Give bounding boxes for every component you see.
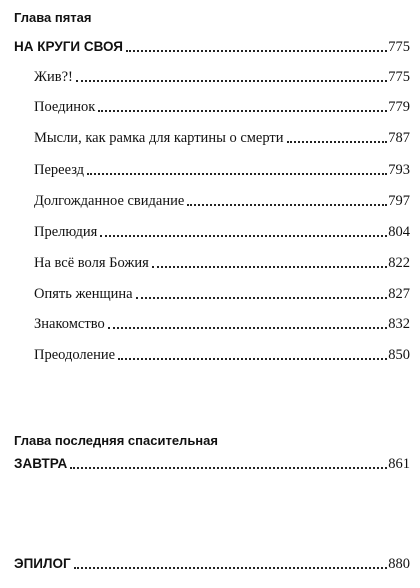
toc-entry-title: Преодоление bbox=[34, 347, 116, 363]
toc-page-number: 775 bbox=[388, 39, 410, 55]
dot-leader bbox=[118, 358, 387, 360]
toc-page-number: 779 bbox=[388, 99, 410, 115]
toc-chapter-title: ЗАВТРА bbox=[14, 456, 68, 471]
toc-entry-row[interactable] bbox=[34, 252, 410, 272]
toc-page-number: 804 bbox=[388, 224, 410, 240]
toc-entry-row[interactable] bbox=[34, 127, 410, 147]
dot-leader bbox=[152, 266, 387, 268]
toc-entry-title: Знакомство bbox=[34, 316, 105, 332]
toc-epilogue-title: ЭПИЛОГ bbox=[14, 556, 71, 571]
dot-leader bbox=[76, 80, 387, 82]
dot-leader bbox=[98, 110, 387, 112]
toc-entry-title: На всё воля Божия bbox=[34, 255, 149, 271]
dot-leader bbox=[287, 141, 388, 143]
toc-entry-row[interactable] bbox=[34, 283, 410, 303]
toc-entry-row[interactable] bbox=[34, 344, 410, 364]
toc-entry-row[interactable] bbox=[34, 96, 410, 116]
toc-chapter-row[interactable] bbox=[14, 36, 410, 56]
dot-leader bbox=[136, 297, 388, 299]
toc-chapter-row[interactable] bbox=[14, 453, 410, 473]
toc-epilogue-row[interactable] bbox=[14, 553, 410, 573]
toc-entry-row[interactable] bbox=[34, 159, 410, 179]
toc-entry-title: Поединок bbox=[34, 99, 96, 115]
toc-page-number: 850 bbox=[388, 347, 410, 363]
toc-page-number: 827 bbox=[388, 286, 410, 302]
toc-entry-title: Опять женщина bbox=[34, 286, 133, 302]
dot-leader bbox=[108, 327, 388, 329]
dot-leader bbox=[126, 50, 387, 52]
dot-leader bbox=[87, 173, 387, 175]
toc-chapter-title: НА КРУГИ СВОЯ bbox=[14, 39, 124, 54]
toc-entry-title: Мысли, как рамка для картины о смерти bbox=[34, 130, 284, 146]
toc-entry-title: Жив?! bbox=[34, 69, 73, 85]
toc-entry-title: Долгожданное свидание bbox=[34, 193, 185, 209]
toc-page-number: 861 bbox=[388, 456, 410, 472]
dot-leader bbox=[100, 235, 387, 237]
dot-leader bbox=[187, 204, 387, 206]
chapter-label: Глава пятая bbox=[14, 10, 92, 25]
toc-entry-row[interactable] bbox=[34, 221, 410, 241]
toc-page-number: 787 bbox=[388, 130, 410, 146]
dot-leader bbox=[74, 567, 388, 569]
toc-entry-row[interactable] bbox=[34, 66, 410, 86]
chapter-label: Глава последняя спасительная bbox=[14, 433, 218, 448]
toc-page-number: 775 bbox=[388, 69, 410, 85]
toc-entry-title: Прелюдия bbox=[34, 224, 98, 240]
toc-page-number: 822 bbox=[388, 255, 410, 271]
toc-page-number: 797 bbox=[388, 193, 410, 209]
toc-entry-title: Переезд bbox=[34, 162, 85, 178]
toc-entry-row[interactable] bbox=[34, 313, 410, 333]
toc-entry-row[interactable] bbox=[34, 190, 410, 210]
toc-page-number: 793 bbox=[388, 162, 410, 178]
toc-page-number: 880 bbox=[388, 556, 410, 572]
dot-leader bbox=[70, 467, 387, 469]
toc-page-number: 832 bbox=[388, 316, 410, 332]
